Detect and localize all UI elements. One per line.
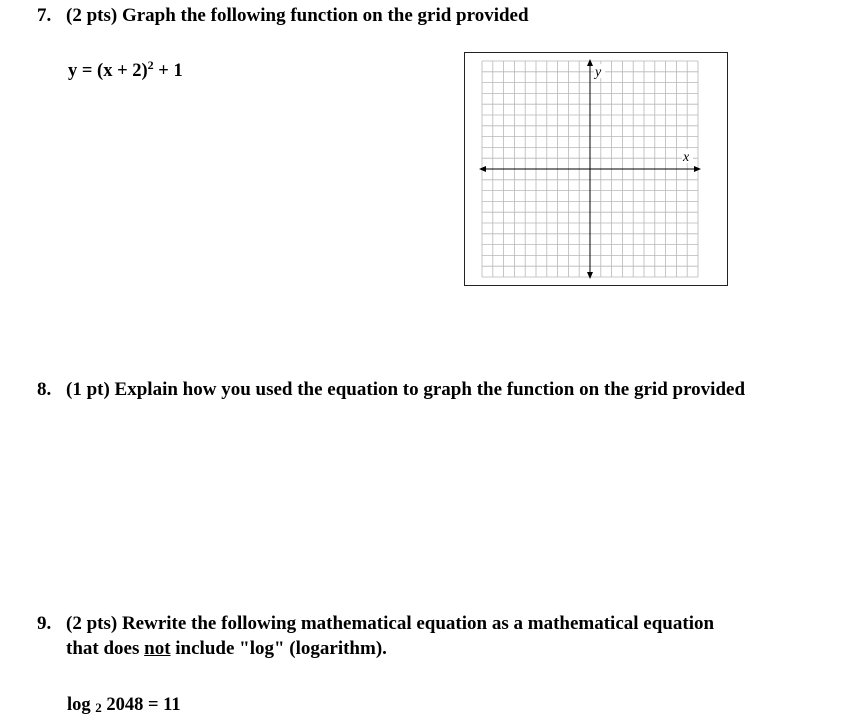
prompt-line-2-underlined-not: not	[144, 638, 171, 659]
x-axis-label: x	[683, 150, 690, 165]
equation-7-exponent: 2	[147, 58, 154, 72]
question-9-prompt-line-2	[66, 637, 387, 661]
question-7-number: 7.	[37, 5, 52, 26]
x-axis-left-arrow	[479, 166, 486, 172]
question-9-number: 9.	[37, 613, 52, 634]
equation-9-base: 2	[95, 700, 102, 715]
question-8-number: 8.	[37, 379, 52, 400]
equation-9-rest: 2048 = 11	[106, 695, 181, 715]
y-axis-bottom-arrow	[587, 272, 593, 279]
y-axis-label: y	[595, 65, 602, 80]
y-axis-top-arrow	[587, 59, 593, 66]
question-9-prompt-line-1: (2 pts) Rewrite the following mathematical equation as a mathematical equation	[66, 613, 715, 634]
x-axis-right-arrow	[694, 166, 701, 172]
question-7-prompt: (2 pts) Graph the following function on the grid provided	[66, 5, 529, 26]
question-9-heading	[37, 612, 714, 636]
question-7-heading	[37, 4, 529, 28]
equation-7-lhs: y = (x + 2)	[68, 61, 148, 81]
question-8-prompt: (1 pt) Explain how you used the equation to graph the function on the grid provided	[66, 379, 746, 400]
question-9-equation	[67, 694, 181, 719]
coordinate-grid	[465, 53, 727, 285]
question-8-heading	[37, 378, 745, 402]
equation-7-rhs: + 1	[153, 61, 183, 81]
prompt-line-2-after: include "log" (logarithm).	[170, 638, 387, 659]
equation-9-log: log	[67, 695, 91, 715]
prompt-line-2-before: that does	[66, 638, 145, 659]
question-7-equation	[68, 54, 183, 82]
graph-grid-panel[interactable]	[464, 52, 728, 286]
